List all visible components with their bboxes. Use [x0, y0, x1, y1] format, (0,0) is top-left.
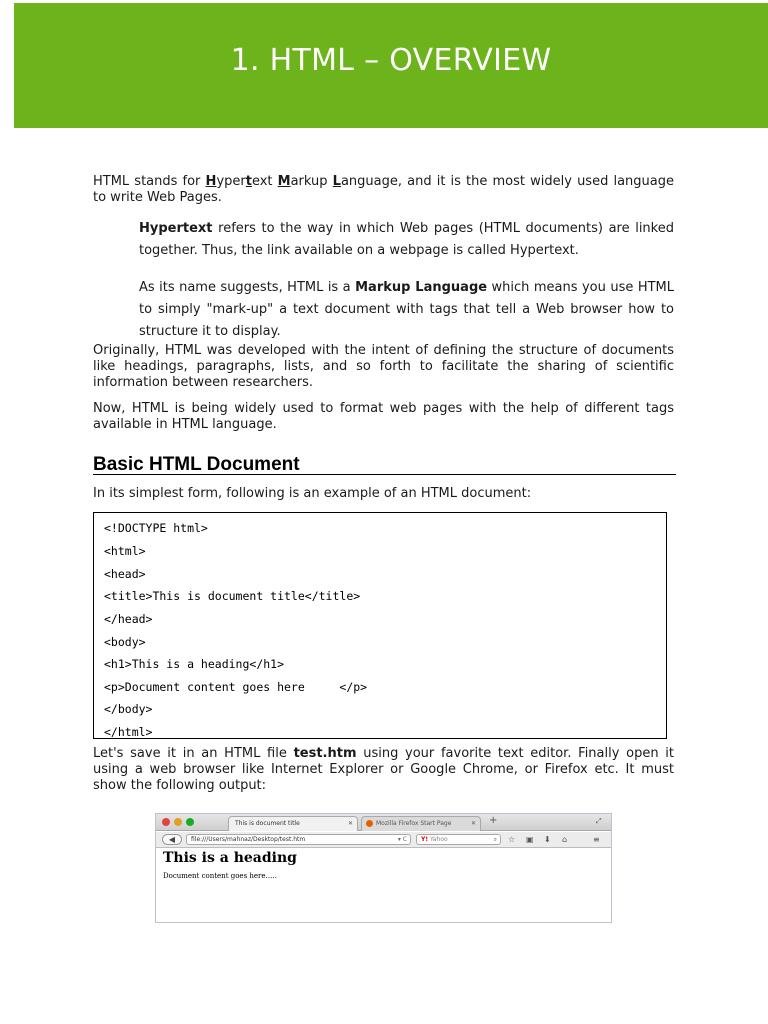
save-paragraph [93, 746, 674, 794]
address-bar[interactable] [186, 834, 411, 845]
browser-tab-active[interactable] [228, 816, 358, 831]
chapter-banner [14, 3, 768, 128]
home-icon[interactable]: ⌂ [562, 835, 568, 844]
intro-text: HTML stands for [93, 174, 206, 189]
back-icon[interactable]: ◀ [162, 834, 182, 845]
code-line: <html> [104, 544, 146, 558]
simplest-paragraph: In its simplest form, following is an example of an HTML document: [93, 486, 532, 501]
code-line: <!DOCTYPE html> [104, 521, 208, 535]
browser-nav-bar [156, 832, 611, 848]
intro-text: arkup [290, 174, 333, 189]
code-line: <title>This is document title</title> [104, 589, 361, 603]
hypertext-paragraph [139, 218, 674, 262]
markup-text: As its name suggests, HTML is a [139, 280, 356, 295]
code-line: <body> [104, 635, 146, 649]
yahoo-icon: Y! [421, 836, 429, 843]
fullscreen-icon[interactable]: ⤢ [596, 817, 602, 825]
now-paragraph: Now, HTML is being widely used to format web pages with the help of different tags available in HTML language. [93, 401, 674, 432]
intro-text: anguage, and it is the most widely used language to write Web Pages. [93, 174, 674, 205]
origin-paragraph: Originally, HTML was developed with the intent of defining the structure of documents like headings, paragraphs, lists, and so forth to facilitate the sharing of scientific information between researchers. [93, 343, 674, 390]
intro-h-letter: H [205, 174, 217, 189]
close-window-icon[interactable] [162, 818, 170, 826]
browser-tab-inactive[interactable] [361, 816, 481, 831]
address-text: file:///Users/mahnaz/Desktop/test.htm [191, 836, 306, 843]
code-line: <h1>This is a heading</h1> [104, 657, 285, 671]
code-line: </html> [104, 725, 153, 739]
tab-title: Mozilla Firefox Start Page [376, 820, 452, 827]
new-tab-icon[interactable]: + [489, 815, 498, 826]
code-line: </body> [104, 702, 153, 716]
intro-paragraph [93, 174, 674, 206]
code-line: <head> [104, 567, 146, 581]
markup-text: which means you use HTML to simply "mark-up" a text document with tags that tell a Web browser how to structure it to display. [139, 280, 674, 339]
section-heading: Basic HTML Document [93, 454, 676, 475]
rendered-heading: This is a heading [163, 850, 297, 866]
hypertext-text: refers to the way in which Web pages (HTML documents) are linked together. Thus, the link available on a webpage is called Hypertext. [139, 221, 674, 258]
firefox-icon [366, 820, 373, 827]
search-box[interactable] [416, 834, 501, 845]
intro-m-letter: M [277, 174, 291, 189]
intro-text: yper [216, 174, 246, 189]
search-icon[interactable]: ⌕ [493, 836, 497, 843]
intro-t-letter: t [245, 174, 252, 189]
markup-term: Markup Language [355, 280, 488, 295]
minimize-window-icon[interactable] [174, 818, 182, 826]
code-example [93, 512, 667, 739]
intro-l-letter: L [332, 174, 341, 189]
tab-close-icon[interactable]: ✕ [347, 820, 353, 827]
code-line: <p>Document content goes here </p> [104, 680, 368, 694]
tab-close-icon[interactable]: ✕ [470, 820, 476, 827]
chapter-title: 1. HTML – OVERVIEW [230, 43, 552, 78]
tab-title: This is document title [235, 820, 300, 827]
browser-screenshot [155, 813, 612, 923]
hypertext-term: Hypertext [139, 221, 213, 236]
download-icon[interactable]: ⬇ [544, 835, 551, 844]
save-text: Let's save it in an HTML file [93, 746, 294, 761]
save-text: using your favorite text editor. Finally open it using a web browser like Internet Explorer or Google Chrome, or Firefox etc. It must show the following output: [93, 746, 674, 793]
code-line: </head> [104, 612, 153, 626]
search-engine: Yahoo [430, 836, 448, 843]
menu-icon[interactable]: ≡ [593, 835, 600, 844]
intro-text: ext [251, 174, 278, 189]
save-filename: test.htm [293, 746, 357, 761]
bookmark-star-icon[interactable]: ☆ [508, 835, 516, 844]
maximize-window-icon[interactable] [186, 818, 194, 826]
browser-tab-bar [156, 814, 611, 831]
reload-icon[interactable]: ▾ C [397, 836, 407, 843]
markup-paragraph [139, 277, 674, 343]
rendered-paragraph: Document content goes here….. [163, 872, 277, 880]
bookmarks-icon[interactable]: ▣ [526, 835, 534, 844]
